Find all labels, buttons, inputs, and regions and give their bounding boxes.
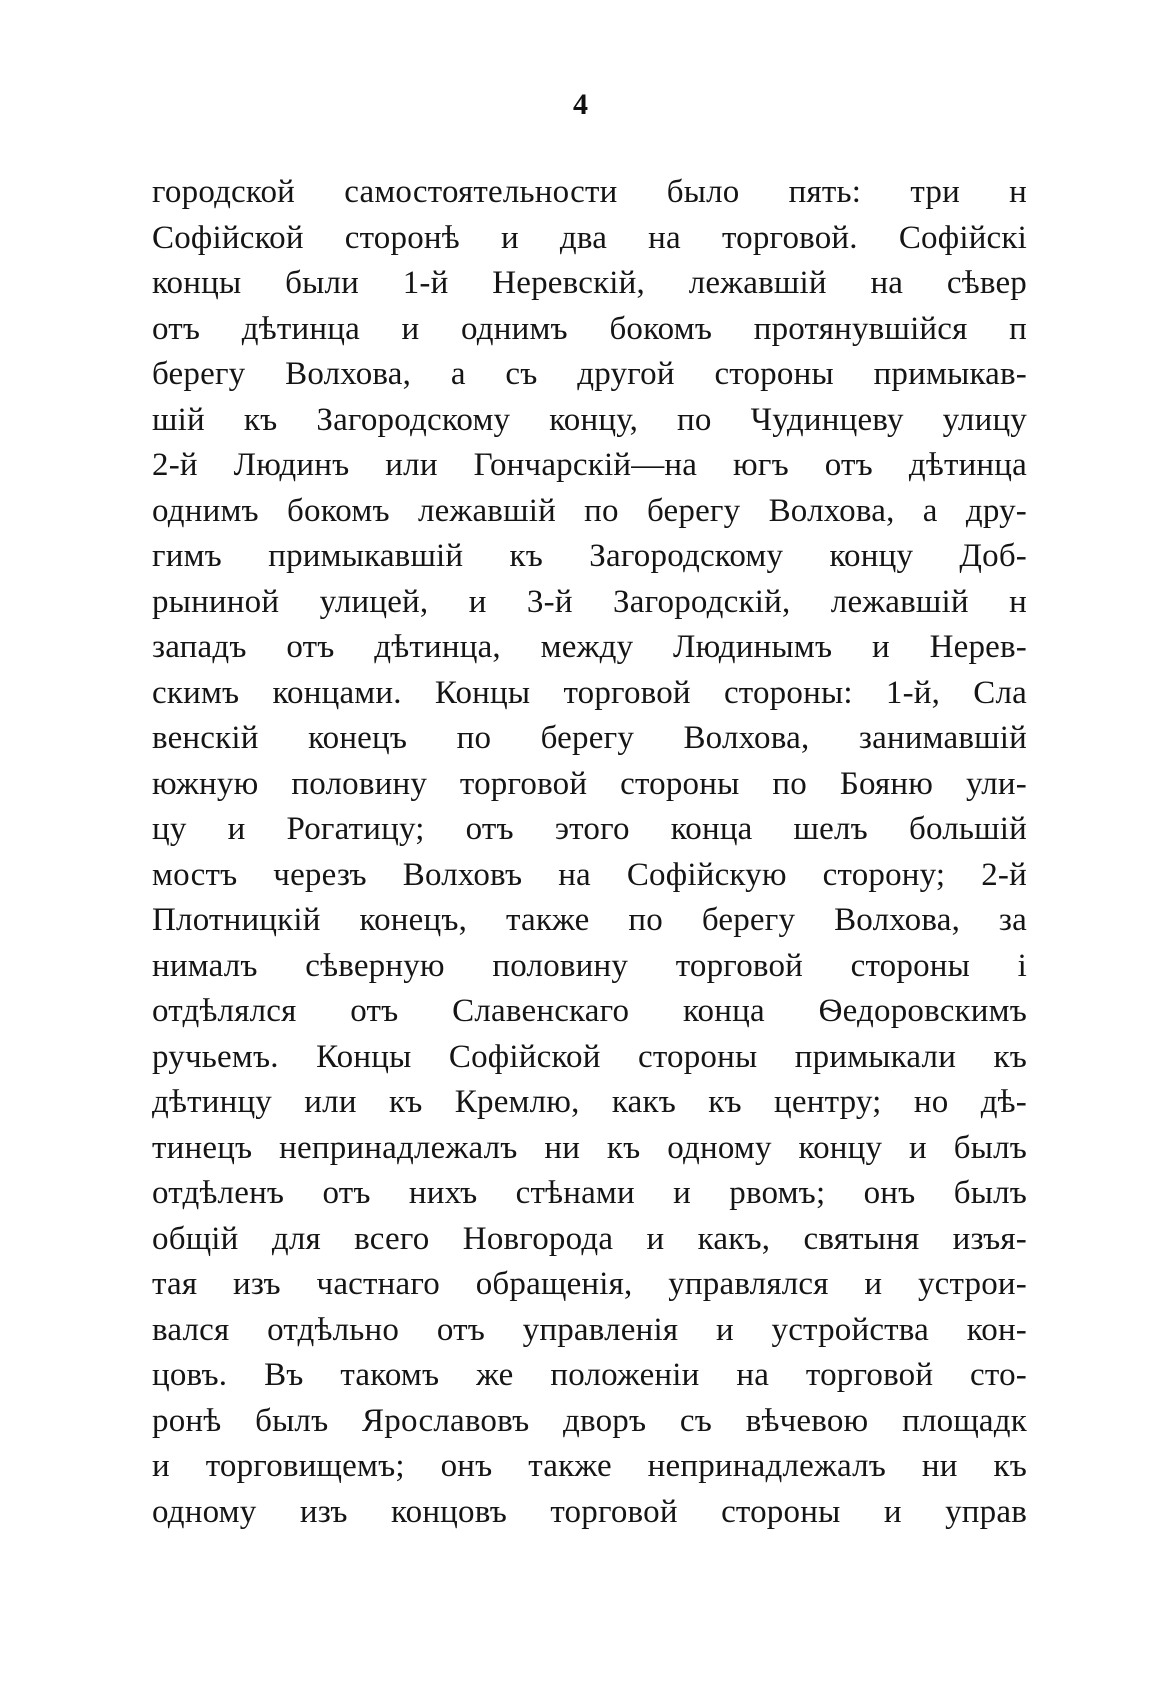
text-line: отъ дѣтинца и однимъ бокомъ протянувшійся п [152, 310, 1027, 347]
text-line: отдѣлялся отъ Славенскаго конца Ѳедоровскимъ [152, 993, 1027, 1029]
text-line: общій для всего Новгорода и какъ, святыня изъя- [152, 1220, 1027, 1257]
text-line: и торговищемъ; онъ также непринадлежалъ ни къ [152, 1448, 1027, 1484]
text-line: рыниной улицей, и 3-й Загородскій, лежавшій н [152, 583, 1027, 620]
text-line: ронѣ былъ Ярославовъ дворъ съ вѣчевою площадк [152, 1402, 1027, 1439]
text-line: тая изъ частнаго обращенія, управлялся и устрои- [152, 1266, 1027, 1302]
text-line: городской самостоятельности было пять: три н [152, 174, 1027, 210]
text-line: цу и Рогатицу; отъ этого конца шелъ большій [152, 811, 1027, 847]
text-line: берегу Волхова, а съ другой стороны примыкав- [152, 356, 1027, 392]
body-text [152, 170, 1027, 1535]
text-line: цовъ. Въ такомъ же положеніи на торговой сто- [152, 1357, 1027, 1393]
text-line: 2-й Людинъ или Гончарскій—на югъ отъ дѣтинца [152, 447, 1027, 483]
text-line: южную половину торговой стороны по Бояню ули- [152, 765, 1027, 802]
text-line: мостъ черезъ Волховъ на Софійскую сторону; 2-й [152, 856, 1027, 893]
text-line: дѣтинцу или къ Кремлю, какъ къ центру; но дѣ- [152, 1084, 1027, 1120]
page-number: 4 [573, 88, 588, 121]
text-line: отдѣленъ отъ нихъ стѣнами и рвомъ; онъ былъ [152, 1175, 1027, 1211]
text-line: скимъ концами. Концы торговой стороны: 1-й, Сла [152, 674, 1027, 711]
text-line: гимъ примыкавшій къ Загородскому концу Доб- [152, 538, 1027, 574]
text-line: Плотницкій конецъ, также по берегу Волхова, за [152, 902, 1027, 938]
text-line: венскій конецъ по берегу Волхова, занимавшій [152, 720, 1027, 756]
text-line: западъ отъ дѣтинца, между Людинымъ и Нерев- [152, 629, 1027, 665]
text-line: концы были 1-й Неревскій, лежавшій на сѣвер [152, 265, 1027, 301]
text-line: нималъ сѣверную половину торговой стороны і [152, 947, 1027, 984]
text-line: ручьемъ. Концы Софійской стороны примыкали къ [152, 1038, 1027, 1075]
text-line: вался отдѣльно отъ управленія и устройства кон- [152, 1311, 1027, 1348]
text-line: шій къ Загородскому концу, по Чудинцеву улицу [152, 401, 1027, 438]
text-line: одному изъ концовъ торговой стороны и управ [152, 1493, 1027, 1530]
text-line: Софійской сторонѣ и два на торговой. Софійскі [152, 219, 1027, 256]
text-line: однимъ бокомъ лежавшій по берегу Волхова, а дру- [152, 492, 1027, 529]
text-line: тинецъ непринадлежалъ ни къ одному концу и былъ [152, 1129, 1027, 1166]
